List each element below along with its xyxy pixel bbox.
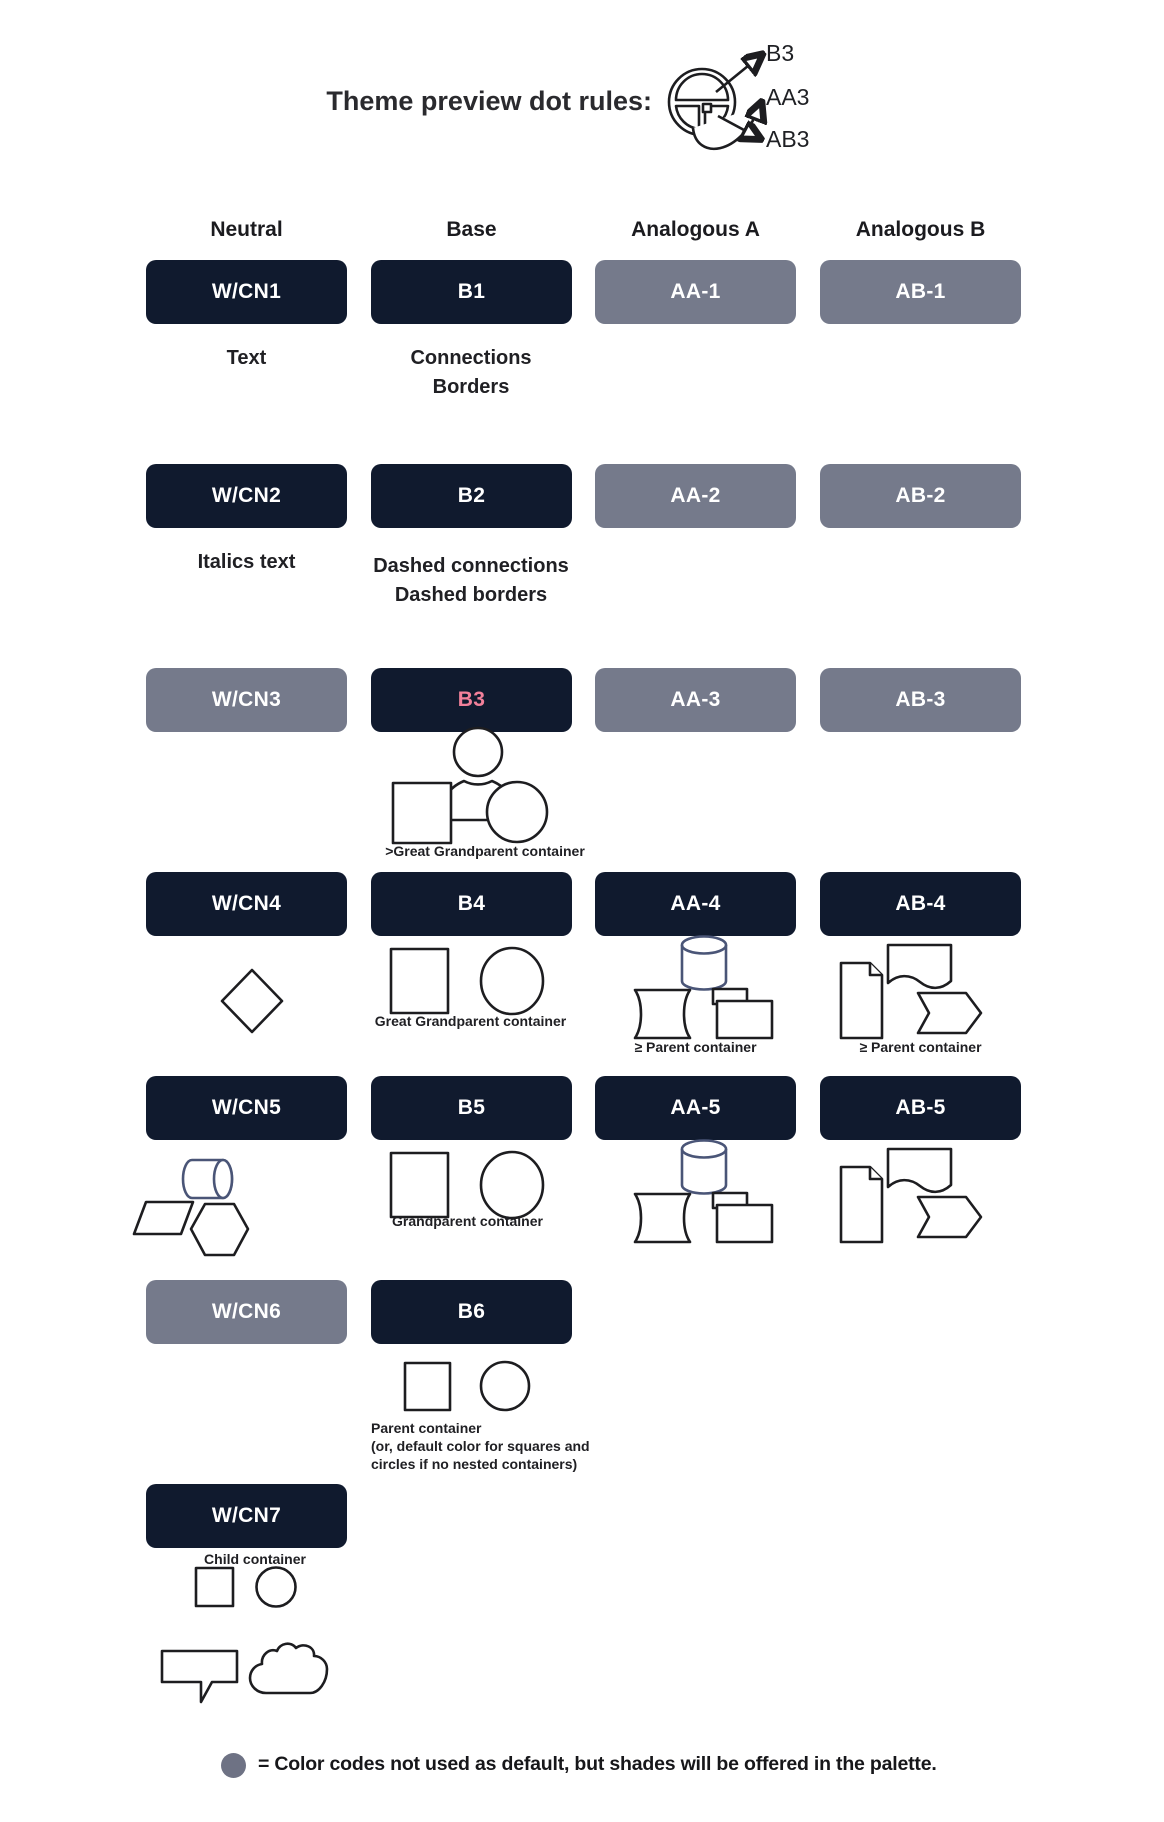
chip-aa5[interactable]: AA-5 [595,1076,796,1140]
chip-wcn7[interactable]: W/CN7 [146,1484,347,1548]
wave-icon [888,1149,951,1192]
chip-ab1[interactable]: AB-1 [820,260,1021,324]
chevron-icon [918,993,981,1033]
square-icon [405,1363,450,1410]
chip-b2[interactable]: B2 [371,464,572,528]
caption-grandparent: Grandparent container [392,1213,543,1229]
ab4-example-shapes [830,935,990,1045]
hexagon-icon [191,1204,248,1255]
square-icon [391,949,448,1013]
cylinder-icon [682,937,726,990]
wcn5-example-shapes [130,1150,255,1262]
chip-ab4[interactable]: AB-4 [820,872,1021,936]
chip-b1[interactable]: B1 [371,260,572,324]
caption-connections-borders: Connections Borders [410,347,532,398]
column-header-neutral: Neutral [210,218,283,241]
circle-icon [481,948,543,1014]
horizontal-cylinder-icon [183,1160,232,1198]
wcn7-extra-shapes [155,1638,335,1710]
aa4-example-shapes [625,930,780,1045]
circle-icon [257,1568,296,1607]
speech-bubble-icon [162,1651,237,1702]
chevron-icon [918,1197,981,1237]
legend-text: = Color codes not used as default, but shades will be offered in the palette. [258,1753,937,1775]
caption-parent: Parent container (or, default color for squares and circles if no nested containers) [371,1420,590,1472]
cloud-icon [250,1644,327,1693]
chip-wcn6[interactable]: W/CN6 [146,1280,347,1344]
chip-ab3[interactable]: AB-3 [820,668,1021,732]
chip-wcn4[interactable]: W/CN4 [146,872,347,936]
arrow-to-b3-icon [716,57,759,92]
legend-dot-icon [221,1753,246,1778]
caption-great-grandparent: Great Grandparent container [374,1013,567,1029]
square-icon [196,1568,233,1606]
wcn7-example-shapes [190,1562,305,1612]
document-fold-icon [870,963,882,975]
circle-icon [487,782,547,842]
person-icon [454,728,502,776]
ab5-example-shapes [830,1139,990,1249]
chip-wcn5[interactable]: W/CN5 [146,1076,347,1140]
arrow-to-aa3-icon [693,106,760,149]
chip-aa1[interactable]: AA-1 [595,260,796,324]
chip-aa3[interactable]: AA-3 [595,668,796,732]
column-header-analogous-b: Analogous B [855,218,986,241]
chip-b5[interactable]: B5 [371,1076,572,1140]
parallelogram-icon [134,1202,193,1234]
caption-ge-parent-aa: ≥ Parent container [634,1039,757,1055]
caption-ge-parent-ab: ≥ Parent container [859,1039,982,1055]
caption-italics-text: Italics text [197,551,296,573]
diamond-icon [222,970,282,1032]
chip-b4[interactable]: B4 [371,872,572,936]
b6-example-shapes [398,1358,538,1416]
caption-child: Child container [204,1551,306,1567]
column-header-analogous-a: Analogous A [631,218,760,241]
card-icon [717,1205,772,1242]
square-icon [393,783,451,843]
chip-aa4[interactable]: AA-4 [595,872,796,936]
caption-gt-great-grandparent: >Great Grandparent container [385,843,585,859]
b3-example-shapes [380,724,590,849]
chip-b3[interactable]: B3 [371,668,572,732]
stored-data-icon [635,1194,690,1242]
square-icon [391,1153,448,1217]
circle-icon [481,1362,529,1410]
chip-b6[interactable]: B6 [371,1280,572,1344]
chip-wcn1[interactable]: W/CN1 [146,260,347,324]
column-header-base: Base [446,218,497,241]
cylinder-icon [682,1141,726,1194]
wave-icon [888,945,951,988]
caption-text: Text [226,347,267,369]
wcn4-example-shapes [220,968,284,1034]
dot-label-ab3: AB3 [766,126,810,152]
b4-example-shapes [385,942,555,1020]
dot-label-aa3: AA3 [766,84,810,110]
page-title: Theme preview dot rules: [326,86,652,116]
chip-wcn2[interactable]: W/CN2 [146,464,347,528]
circle-icon [481,1152,543,1218]
chip-wcn3[interactable]: W/CN3 [146,668,347,732]
chip-ab2[interactable]: AB-2 [820,464,1021,528]
aa5-example-shapes [625,1134,780,1249]
caption-dashed: Dashed connections Dashed borders [373,555,569,606]
chip-ab5[interactable]: AB-5 [820,1076,1021,1140]
card-icon [717,1001,772,1038]
stored-data-icon [635,990,690,1038]
dot-label-b3: B3 [766,40,795,66]
chip-aa2[interactable]: AA-2 [595,464,796,528]
